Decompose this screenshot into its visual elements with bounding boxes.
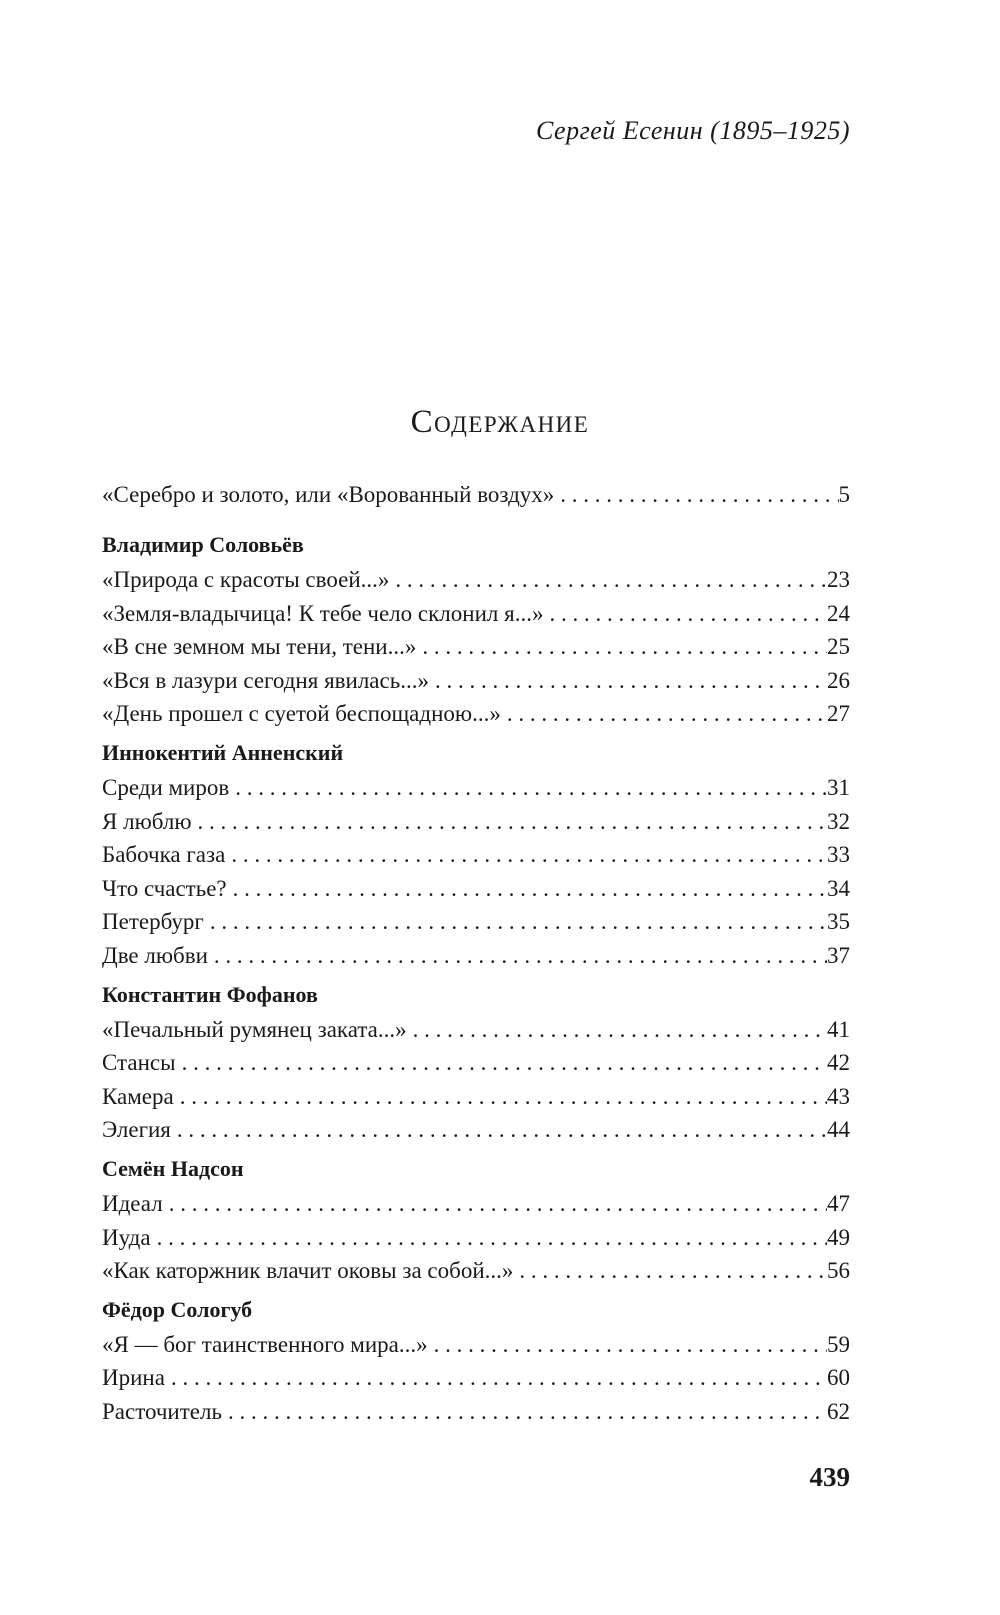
table-of-contents bbox=[102, 483, 850, 1428]
toc-entry[interactable] bbox=[102, 939, 850, 973]
toc-entry-title: «Земля-владычица! К тебе чело склонил я...» bbox=[102, 600, 544, 626]
toc-entry[interactable] bbox=[102, 563, 850, 597]
toc-entry-page: 25 bbox=[827, 634, 850, 660]
dot-leader bbox=[151, 1221, 827, 1255]
toc-entry-page: 59 bbox=[827, 1331, 850, 1357]
toc-entry[interactable] bbox=[102, 697, 850, 731]
dot-leader bbox=[429, 664, 827, 698]
toc-entry-page: 44 bbox=[827, 1117, 850, 1143]
toc-entry-title: Петербург bbox=[102, 909, 204, 935]
toc-entry[interactable] bbox=[102, 1113, 850, 1147]
toc-entry[interactable] bbox=[102, 1361, 850, 1395]
toc-entry[interactable] bbox=[102, 630, 850, 664]
toc-entry-title: Две любви bbox=[102, 942, 208, 968]
toc-entry-title: Иуда bbox=[102, 1224, 151, 1250]
toc-entry[interactable] bbox=[102, 1080, 850, 1114]
dot-leader bbox=[225, 838, 827, 872]
toc-entry-title: Я люблю bbox=[102, 808, 192, 834]
dot-leader bbox=[222, 1395, 827, 1429]
toc-entry-title: Стансы bbox=[102, 1050, 176, 1076]
dot-leader bbox=[204, 905, 827, 939]
toc-entry-title: «В сне земном мы тени, тени...» bbox=[102, 634, 417, 660]
toc-entry-page: 32 bbox=[827, 808, 850, 834]
toc-author-heading: Иннокентий Анненский bbox=[102, 739, 344, 765]
toc-entry-page: 43 bbox=[827, 1083, 850, 1109]
toc-entry-title: «Серебро и золото, или «Ворованный воздух» bbox=[102, 482, 555, 507]
toc-entry-page: 47 bbox=[827, 1190, 850, 1216]
dot-leader bbox=[171, 1113, 827, 1147]
dot-leader bbox=[389, 563, 827, 597]
dot-leader bbox=[428, 1328, 827, 1362]
toc-entry[interactable] bbox=[102, 771, 850, 805]
dot-leader bbox=[174, 1080, 827, 1114]
toc-entry-title: Ирина bbox=[102, 1365, 165, 1391]
dot-leader bbox=[163, 1187, 827, 1221]
toc-author-heading: Фёдор Сологуб bbox=[102, 1296, 253, 1322]
toc-entry-page: 49 bbox=[827, 1224, 850, 1250]
dot-leader bbox=[176, 1046, 827, 1080]
toc-sections bbox=[102, 523, 850, 1428]
toc-author-heading: Владимир Соловьёв bbox=[102, 532, 304, 557]
toc-entry-page: 23 bbox=[827, 567, 850, 592]
toc-entry[interactable] bbox=[102, 1046, 850, 1080]
toc-entry-page: 27 bbox=[827, 701, 850, 727]
dot-leader bbox=[407, 1013, 827, 1047]
toc-entry-title: Элегия bbox=[102, 1117, 171, 1143]
toc-author-heading: Семён Надсон bbox=[102, 1155, 244, 1181]
toc-entry-page: 35 bbox=[827, 909, 850, 935]
toc-entry[interactable] bbox=[102, 597, 850, 631]
toc-entry-title: «Вся в лазури сегодня явилась...» bbox=[102, 667, 429, 693]
toc-entry-title: Камера bbox=[102, 1083, 174, 1109]
toc-entry[interactable] bbox=[102, 664, 850, 698]
toc-entry-page: 56 bbox=[827, 1258, 850, 1284]
toc-entry-page: 37 bbox=[827, 942, 850, 968]
toc-entry-title: Расточитель bbox=[102, 1398, 222, 1424]
dot-leader bbox=[192, 805, 827, 839]
toc-entry-page: 26 bbox=[827, 667, 850, 693]
toc-entry[interactable] bbox=[102, 805, 850, 839]
dot-leader bbox=[227, 872, 827, 906]
page-number: 439 bbox=[809, 1462, 850, 1492]
dot-leader bbox=[513, 1254, 827, 1288]
dot-leader bbox=[165, 1361, 827, 1395]
toc-entry[interactable] bbox=[102, 1328, 850, 1362]
toc-entry[interactable] bbox=[102, 1221, 850, 1255]
toc-entry[interactable] bbox=[102, 838, 850, 872]
toc-entry[interactable] bbox=[102, 1254, 850, 1288]
toc-author-heading: Константин Фофанов bbox=[102, 981, 318, 1007]
toc-entry[interactable] bbox=[102, 1187, 850, 1221]
running-head: Сергей Есенин (1895–1925) bbox=[536, 116, 850, 145]
toc-entry-page: 41 bbox=[827, 1016, 850, 1042]
dot-leader bbox=[554, 483, 838, 507]
dot-leader bbox=[208, 939, 827, 973]
toc-entry-title: «Печальный румянец заката...» bbox=[102, 1016, 407, 1042]
toc-entry[interactable] bbox=[102, 1013, 850, 1047]
toc-entry-title: Бабочка газа bbox=[102, 842, 226, 868]
toc-entry-title: «Природа с красоты своей...» bbox=[102, 567, 390, 592]
toc-entry-page: 31 bbox=[827, 774, 850, 800]
toc-entry-page: 34 bbox=[827, 875, 850, 901]
dot-leader bbox=[229, 771, 827, 805]
toc-entry-page: 24 bbox=[827, 600, 850, 626]
toc-entry-title: Идеал bbox=[102, 1190, 163, 1216]
toc-entry-title: Среди миров bbox=[102, 774, 230, 800]
toc-entry-page: 33 bbox=[827, 842, 850, 868]
toc-entry-title: «Я — бог таинственного мира...» bbox=[102, 1331, 428, 1357]
toc-entry[interactable] bbox=[102, 483, 850, 523]
toc-entry[interactable] bbox=[102, 1395, 850, 1429]
toc-entry-title: «День прошел с суетой беспощадною...» bbox=[102, 701, 501, 727]
dot-leader bbox=[543, 597, 827, 631]
toc-entry-title: Что счастье? bbox=[102, 875, 227, 901]
dot-leader bbox=[416, 630, 827, 664]
toc-entry-title: «Как каторжник влачит оковы за собой...» bbox=[102, 1258, 514, 1284]
toc-entry-page: 5 bbox=[838, 482, 850, 507]
toc-entry[interactable] bbox=[102, 905, 850, 939]
toc-entry-page: 62 bbox=[827, 1398, 850, 1424]
toc-entry[interactable] bbox=[102, 872, 850, 906]
toc-entry-page: 42 bbox=[827, 1050, 850, 1076]
dot-leader bbox=[501, 697, 827, 731]
toc-title: Содержание bbox=[410, 404, 590, 440]
toc-entry-page: 60 bbox=[827, 1365, 850, 1391]
